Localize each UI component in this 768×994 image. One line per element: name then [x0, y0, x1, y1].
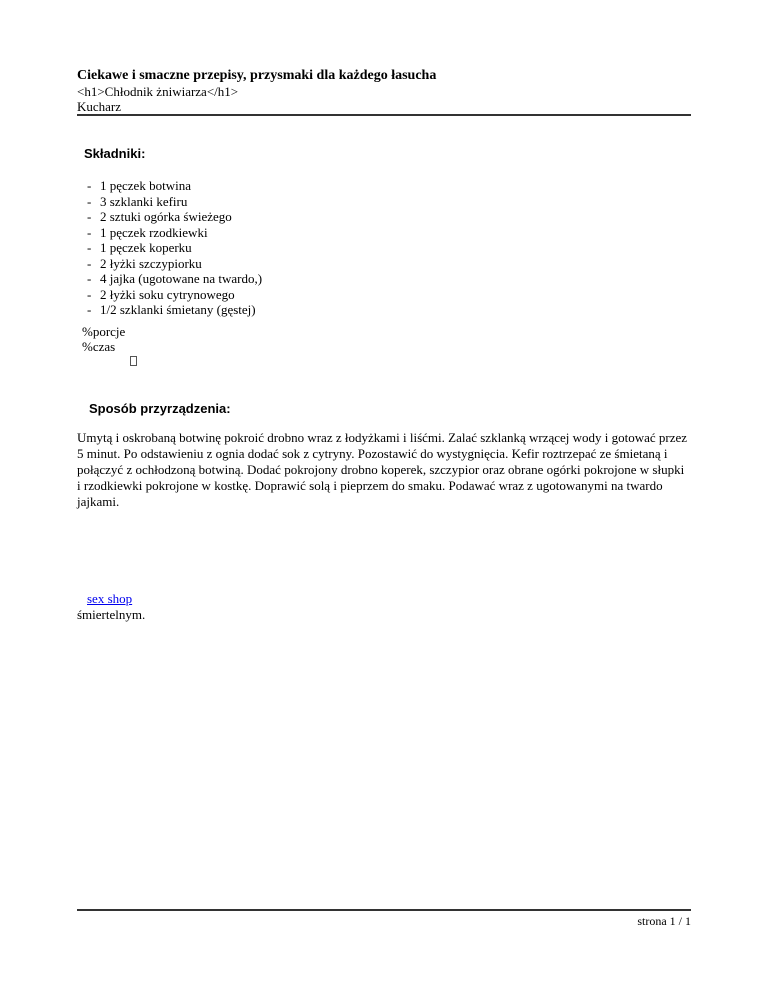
list-item [87, 271, 262, 287]
ad-link[interactable]: sex shop [87, 591, 133, 606]
ingredients-heading: Składniki: [84, 146, 146, 161]
list-bullet: - [87, 240, 92, 255]
list-item [87, 209, 262, 225]
list-item [87, 194, 262, 210]
list-bullet: - [87, 209, 92, 224]
footer-divider [77, 909, 691, 911]
list-item [87, 302, 262, 318]
ingredient-text: 1 pęczek koperku [100, 240, 192, 255]
ingredient-text: 4 jajka (ugotowane na twardo,) [100, 271, 263, 286]
recipe-title: <h1>Chłodnik żniwiarza</h1> [77, 84, 239, 99]
time-placeholder: %czas [82, 339, 116, 354]
missing-glyph-icon [130, 356, 137, 366]
list-bullet: - [87, 271, 92, 286]
list-bullet: - [87, 224, 92, 240]
list-bullet: - [87, 255, 92, 271]
author-name: Kucharz [77, 99, 122, 114]
document-page [77, 0, 691, 994]
header-divider [77, 114, 691, 116]
site-title: Ciekawe i smaczne przepisy, przysmaki dla każdego łasucha [77, 68, 437, 83]
ingredient-text: 2 sztuki ogórka świeżego [100, 209, 232, 224]
list-item [87, 287, 262, 303]
ingredients-list [87, 178, 262, 318]
list-bullet: - [87, 302, 92, 317]
ingredient-text: 1/2 szklanki śmietany (gęstej) [100, 302, 256, 317]
list-bullet: - [87, 286, 92, 302]
method-heading: Sposób przyrządzenia: [89, 401, 231, 416]
trailing-text: śmiertelnym. [77, 607, 146, 622]
portions-placeholder: %porcje [82, 324, 126, 339]
list-bullet: - [87, 193, 92, 209]
list-bullet: - [87, 178, 92, 193]
list-item [87, 225, 262, 241]
page-number: strona 1 / 1 [637, 914, 691, 928]
ingredient-text: 1 pęczek botwina [100, 178, 191, 193]
list-item [87, 240, 262, 256]
method-paragraph: Umytą i oskrobaną botwinę pokroić drobno wraz z łodyżkami i liśćmi. Zalać szklanką wrzącej wody i gotować przez 5 minut. Po odstawieniu z ognia dodać sok z cytryny. Pozostawić do wystygnięcia. Kefir roztrzepać ze śmietaną i połączyć z ochłodzoną botwiną. Dodać pokrojony drobno koperek, szczypior oraz obrane ogórki pokrojone w słupki i rzodkiewki pokrojone w kostkę. Doprawić solą i pieprzem do smaku. Podawać wraz z ugotowanymi na twardo jajkami. [77, 430, 688, 509]
ingredient-text: 2 łyżki soku cytrynowego [100, 286, 235, 302]
ingredient-text: 1 pęczek rzodkiewki [100, 224, 208, 240]
ingredient-text: 2 łyżki szczypiorku [100, 255, 202, 271]
list-item [87, 178, 262, 194]
ingredient-text: 3 szklanki kefiru [100, 193, 188, 209]
list-item [87, 256, 262, 272]
